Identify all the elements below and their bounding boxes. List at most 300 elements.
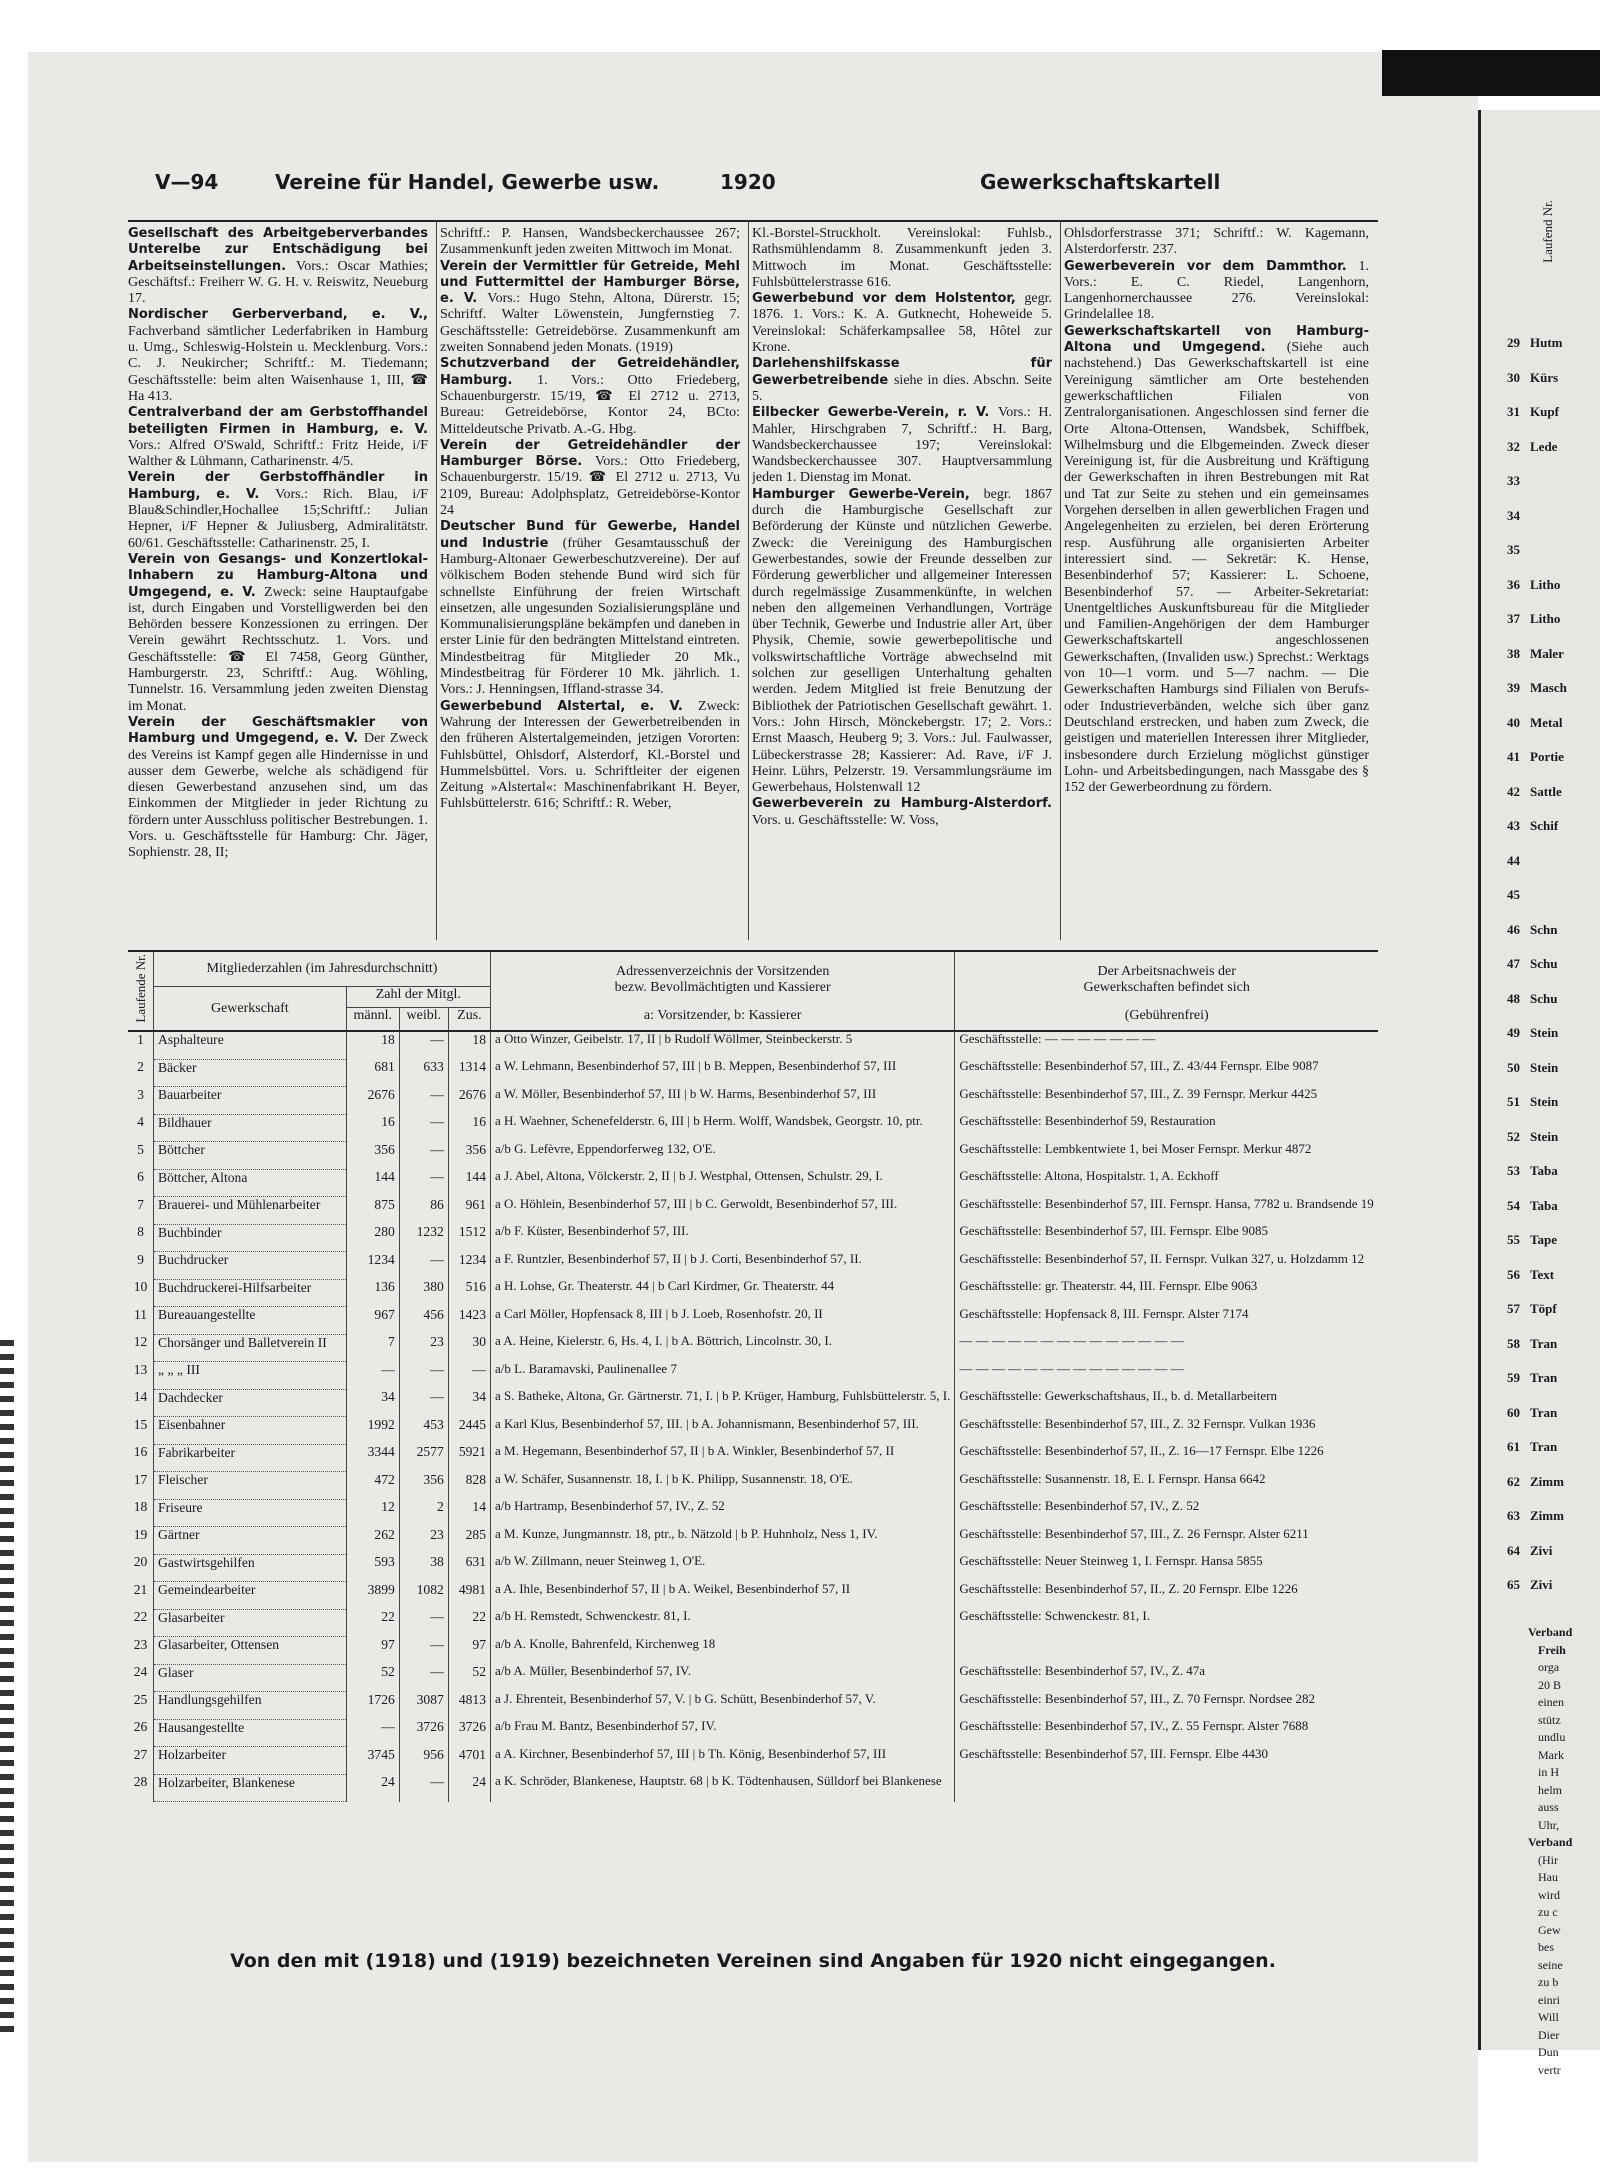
count-total: 4813 bbox=[448, 1692, 490, 1720]
count-female: 1232 bbox=[399, 1224, 448, 1252]
right-row-number: 34 bbox=[1507, 507, 1520, 523]
directory-entry bbox=[1064, 226, 1369, 259]
entry-title: Verein von Gesangs- und Konzertlokal-Inhabern zu Hamburg-Altona und Umgegend, e. V. bbox=[128, 551, 428, 600]
count-male: 280 bbox=[346, 1224, 399, 1252]
entry-text: Schriftf.: P. Hansen, Wandsbeckerchaussee 267; Zusammenkunft jeden zweiten Mittwoch im Monat. bbox=[440, 226, 740, 258]
office-cell: Geschäftsstelle: Besenbinderhof 57, III., Z. 32 Fernspr. Vulkan 1936 bbox=[955, 1417, 1378, 1445]
right-row-number: 59 bbox=[1507, 1370, 1520, 1385]
union-name: Buchdrucker bbox=[154, 1252, 347, 1280]
row-number: 27 bbox=[133, 1746, 148, 1762]
row-number: 1 bbox=[137, 1032, 144, 1047]
table-row bbox=[128, 1472, 1378, 1500]
count-female: — bbox=[399, 1774, 448, 1802]
count-female: 38 bbox=[399, 1554, 448, 1582]
right-row-word: Stein bbox=[1530, 1059, 1559, 1075]
entry-title: Gewerbebund Alstertal, e. V. bbox=[440, 698, 699, 714]
count-male: 16 bbox=[346, 1114, 399, 1142]
right-row-number: 60 bbox=[1507, 1404, 1520, 1420]
count-male: 356 bbox=[346, 1142, 399, 1170]
col-header-nr: Laufende Nr. bbox=[132, 954, 148, 1023]
table-row bbox=[128, 1197, 1378, 1225]
right-page-fragment-text: undlu bbox=[1538, 1730, 1566, 1744]
entry-text: (früher Gesamtausschuß der Hamburg-Altonaer Gewerbeschutzvereine). Der auf völkischem Boden stehende Bund wird sich für schnellste Einführung der freien Wirtschaft einsetzen, alle ungesunden Sozialisierungspläne und Kommunalisierungspläne bekämpfen und daneben in erster Linie für den bedrängten Mittelstand eintreten. Mindestbeitrag für Mitglieder 20 Mk., Mindestbeitrag für Förderer 10 Mk. jährlich. 1. Vors.: J. Henningsen, Iffland-strasse 34. bbox=[440, 535, 740, 698]
office-cell: Geschäftsstelle: Susannenstr. 18, E. I. Fernspr. Hansa 6642 bbox=[955, 1472, 1378, 1500]
union-name: Holzarbeiter bbox=[154, 1747, 347, 1775]
row-number: 17 bbox=[133, 1471, 148, 1487]
right-page-fragment-text: vertr bbox=[1538, 2062, 1561, 2077]
entry-title: Deutscher Bund für Gewerbe, Handel und Industrie bbox=[440, 519, 740, 551]
right-row-number: 46 bbox=[1507, 921, 1520, 937]
count-female: — bbox=[399, 1087, 448, 1115]
right-row-word: Zivi bbox=[1530, 1542, 1553, 1558]
count-male: 2676 bbox=[346, 1087, 399, 1115]
table-row bbox=[128, 1499, 1378, 1527]
entry-text: Vors.: Oscar Mathies; Geschäftsf.: Freiherr W. G. H. v. Reiswitz, Neueburg 17. bbox=[128, 258, 428, 307]
table-row bbox=[128, 1307, 1378, 1335]
office-cell: Geschäftsstelle: Lembkentwiete 1, bei Moser Fernspr. Merkur 4872 bbox=[955, 1142, 1378, 1170]
row-number: 18 bbox=[133, 1499, 148, 1514]
right-page-fragment-text: Dier bbox=[1538, 2027, 1560, 2042]
row-number: 23 bbox=[133, 1636, 148, 1652]
office-cell: Geschäftsstelle: Besenbinderhof 57, II., Z. 16—17 Fernspr. Elbe 1226 bbox=[955, 1444, 1378, 1472]
directory-entry bbox=[128, 715, 428, 862]
directory-entry bbox=[440, 259, 740, 357]
row-number: 5 bbox=[137, 1141, 144, 1157]
entry-text: begr. 1867 durch die Hamburgische Gesellschaft zur Beförderung der Künste und nützlichen Gewerbe. Zweck: die Vereinigung des Hamburgischen Gewerbestandes, sowie der Freunde desselben zur Förderung gewerblicher und allgemeiner Interessen durch regelmässige Zusammenkünfte, in welchen neben den allgemeinen Verhandlungen, Vorträge über Technik, Gewerbe und Industrie aller Art, über Physik, Chemie, sowie gewerbepolitische und volkswirtschaftliche Vorträge abwechselnd mit solchen zur geselligen Unterhaltung gehalten werden. Jedem Mitglied ist freie Benutzung der Bibliothek der Patriotischen Gesellschaft gewährt. 1. Vors.: John Hirsch, Mönckebergstr. 17; 2. Vors.: Ernst Maasch, Heuberg 9; 3. Vors.: Jul. Faulwasser, Lübeckerstrasse 28; Kassierer: Ad. Rave, i/F J. Heinr. Lührs, Pelzerstr. 19. Versammlungsräume im Gewerbehaus, Holstenwall 12 bbox=[752, 486, 1052, 796]
count-total: 24 bbox=[448, 1774, 490, 1802]
col-header-adressen: Adressenverzeichnis der Vorsitzenden bezw. Bevollmächtigten und Kassierer bbox=[491, 951, 955, 1008]
count-male: — bbox=[346, 1719, 399, 1747]
count-male: — bbox=[346, 1362, 399, 1390]
count-female: — bbox=[399, 1637, 448, 1665]
directory-entry bbox=[128, 226, 428, 307]
right-row-word: Metal bbox=[1530, 714, 1563, 730]
right-page-fragment-text: einri bbox=[1538, 1992, 1560, 2007]
count-total: 1314 bbox=[448, 1059, 490, 1087]
row-number: 4 bbox=[137, 1114, 144, 1129]
column-4 bbox=[1064, 226, 1369, 941]
count-total: 516 bbox=[448, 1279, 490, 1307]
count-total: 16 bbox=[448, 1114, 490, 1142]
address-cell: a/b Frau M. Bantz, Besenbinderhof 57, IV. bbox=[491, 1719, 955, 1747]
address-cell: a/b W. Zillmann, neuer Steinweg 1, O'E. bbox=[491, 1554, 955, 1582]
address-cell: a H. Lohse, Gr. Theaterstr. 44 | b Carl Kirdmer, Gr. Theaterstr. 44 bbox=[491, 1279, 955, 1307]
col-header-ab: a: Vorsitzender, b: Kassierer bbox=[491, 1008, 955, 1032]
row-number: 11 bbox=[133, 1306, 148, 1322]
row-number: 9 bbox=[137, 1251, 144, 1267]
right-row-number: 42 bbox=[1507, 783, 1520, 799]
entry-text: Fachverband sämtlicher Lederfabriken in Hamburg u. Umg., Schleswig-Holstein u. Mecklenburg. Vors.: C. J. Neukircher; Schriftf.: M. Tiedemann; Geschäftsstelle: beim alten Waisenhause 1, III, ☎ Ha 413. bbox=[128, 323, 428, 404]
row-number: 6 bbox=[137, 1169, 144, 1184]
right-row-number: 55 bbox=[1507, 1232, 1520, 1247]
directory-entry bbox=[752, 291, 1052, 356]
address-cell: a F. Runtzler, Besenbinderhof 57, II | b J. Corti, Besenbinderhof 57, II. bbox=[491, 1252, 955, 1280]
address-cell: a/b Hartramp, Besenbinderhof 57, IV., Z. 52 bbox=[491, 1499, 955, 1527]
row-number: 19 bbox=[133, 1526, 148, 1542]
union-name: Bureauangestellte bbox=[154, 1307, 347, 1335]
right-row-word: Text bbox=[1530, 1266, 1555, 1282]
count-total: 4701 bbox=[448, 1747, 490, 1775]
column-rule bbox=[748, 220, 749, 940]
right-page-fragment-text: (Hir bbox=[1538, 1852, 1558, 1867]
count-total: 961 bbox=[448, 1197, 490, 1225]
address-cell: a W. Lehmann, Besenbinderhof 57, III | b B. Meppen, Besenbinderhof 57, III bbox=[491, 1059, 955, 1087]
right-row-number: 39 bbox=[1507, 680, 1520, 695]
right-page-header: Laufend Nr. bbox=[1540, 200, 1555, 263]
right-row-number: 36 bbox=[1507, 576, 1520, 592]
count-total: 22 bbox=[448, 1609, 490, 1637]
count-female: — bbox=[399, 1142, 448, 1170]
count-total: — bbox=[448, 1362, 490, 1390]
count-female: 2 bbox=[399, 1499, 448, 1527]
count-female: 456 bbox=[399, 1307, 448, 1335]
right-row-number: 41 bbox=[1507, 749, 1520, 764]
col-header-zus: Zus. bbox=[448, 1008, 490, 1032]
union-name: Gemeindearbeiter bbox=[154, 1582, 347, 1610]
directory-entry bbox=[440, 438, 740, 519]
row-number: 26 bbox=[133, 1719, 148, 1734]
count-total: 4981 bbox=[448, 1582, 490, 1610]
right-row-word: Stein bbox=[1530, 1094, 1559, 1109]
count-male: 34 bbox=[346, 1389, 399, 1417]
entry-text: Vors.: Otto Friedeberg, Schauenburgerstr. 15/19. ☎ El 2712 u. 2713, Vu 2109, Bureau: Adolphsplatz, Getreidebörse-Kontor 24 bbox=[440, 454, 740, 519]
right-page-fragment-text: einen bbox=[1538, 1695, 1564, 1709]
col-header-zahl: Zahl der Mitgl. bbox=[346, 987, 490, 1008]
address-cell: a/b H. Remstedt, Schwenckestr. 81, I. bbox=[491, 1609, 955, 1637]
entry-text: Vors.: Hugo Stehn, Altona, Dürerstr. 15; Schriftf. Walter Löwenstein, Jungfernstieg 7. Geschäftsstelle: Getreidebörse. Zusammenkunft am zweiten Sonnabend jeden Monats. (1919) bbox=[440, 291, 740, 356]
entry-text: Kl.-Borstel-Struckholt. Vereinslokal: Fuhlsb., Rathsmühlendamm 8. Zusammenkunft jeden 3. Mittwoch im Monat. Geschäftsstelle: Fuhlsbüttelerstrasse 616. bbox=[752, 226, 1052, 290]
address-cell: a/b L. Baramavski, Paulinenallee 7 bbox=[491, 1362, 955, 1390]
right-row-word: Lede bbox=[1530, 438, 1558, 454]
address-cell: a M. Hegemann, Besenbinderhof 57, II | b A. Winkler, Besenbinderhof 57, II bbox=[491, 1444, 955, 1472]
entry-title: Gewerkschaftskartell von Hamburg-Altona und Umgegend. bbox=[1064, 323, 1369, 356]
right-row-number: 48 bbox=[1507, 990, 1520, 1006]
count-female: — bbox=[399, 1389, 448, 1417]
office-cell: Geschäftsstelle: Schwenckestr. 81, I. bbox=[955, 1609, 1378, 1637]
right-row-word: Tape bbox=[1530, 1232, 1557, 1247]
union-name: Glaser bbox=[154, 1664, 347, 1692]
col-header-gewerkschaft: Gewerkschaft bbox=[154, 987, 347, 1032]
entry-title: Centralverband der am Gerbstoffhandel beteiligten Firmen in Hamburg, e. V. bbox=[128, 405, 428, 437]
count-female: 23 bbox=[399, 1527, 448, 1555]
page-number: V—94 bbox=[155, 170, 219, 194]
right-row-number: 63 bbox=[1507, 1508, 1520, 1523]
column-2 bbox=[440, 226, 740, 941]
column-1 bbox=[128, 226, 428, 941]
right-row-number: 58 bbox=[1507, 1335, 1520, 1351]
column-3 bbox=[752, 226, 1052, 941]
right-row-word: Kürs bbox=[1530, 369, 1559, 385]
count-male: 472 bbox=[346, 1472, 399, 1500]
entry-title: Gewerbebund vor dem Holstentor, bbox=[752, 291, 1025, 307]
directory-entry bbox=[752, 487, 1052, 797]
right-row-word: Schif bbox=[1530, 818, 1559, 833]
count-male: 97 bbox=[346, 1637, 399, 1665]
count-male: 12 bbox=[346, 1499, 399, 1527]
entry-title: Gesellschaft des Arbeitgeberverbandes Unterelbe zur Entschädigung bei Arbeitseinstellungen. bbox=[128, 226, 428, 274]
table-row bbox=[128, 1527, 1378, 1555]
row-number: 24 bbox=[133, 1664, 148, 1679]
count-female: 23 bbox=[399, 1334, 448, 1362]
entry-text: siehe in dies. Abschn. Seite 5. bbox=[752, 372, 1052, 404]
address-cell: a/b G. Lefèvre, Eppendorferweg 132, O'E. bbox=[491, 1142, 955, 1170]
table-row bbox=[128, 1087, 1378, 1115]
union-name: Handlungsgehilfen bbox=[154, 1692, 347, 1720]
year: 1920 bbox=[720, 170, 776, 194]
count-total: 18 bbox=[448, 1031, 490, 1059]
entry-text: (Siehe auch nachstehend.) Das Gewerkschaftskartell ist eine Vereinigung sämtlicher am Orte bestehenden gewerkschaftlichen Filialen von Zentralorganisationen. Angeschlossen sind ferner die Orte Altona-Ottensen, Wandsbek, Schiffbek, Wilhelmsburg und die Elbgemeinden. Zweck dieser Vereinigung ist, für die Ausbreitung und Kräftigung der Gewerkschaften in ihren Bestrebungen mit Rat und Tat zur Seite zu stehen und ein gemeinsames Vorgehen derselben in allen gewerblichen Fragen und Angelegenheiten zu erzielen, bei deren Erörterung resp. Ausführung alle organisierten Arbeiter interessiert sind. — Sekretär: K. Hense, Besenbinderhof 57; Kassierer: L. Schoene, Besenbinderhof 57. — Arbeiter-Sekretariat: Unentgeltliches Auskunftsbureau für die Mitglieder und Familien-Angehörigen der dem Hamburger Gewerkschaftskartell angeschlossenen Gewerkschaften, (Invaliden usw.) Sprechst.: Werktags von 10—1 vorm. und 5—7 nachm. — Die Gewerkschaften Hamburgs sind Filialen von Berufs- oder Industrieverbänden, welche sich über ganz Deutschland erstrecken, und haben zum Zweck, die geistigen und materiellen Interessen ihrer Mitglieder, insbesondere durch Erzielung möglichst günstiger Lohn- und Arbeitsbedingungen, nach Massgabe des § 152 der Gewerbeordnung zu fördern. bbox=[1064, 340, 1369, 796]
union-name: Friseure bbox=[154, 1499, 347, 1527]
col-header-gebuehrenfrei: (Gebührenfrei) bbox=[955, 1008, 1378, 1032]
table-row bbox=[128, 1252, 1378, 1280]
union-name: Chorsänger und Balletverein II bbox=[154, 1334, 347, 1362]
directory-entry bbox=[440, 699, 740, 813]
table-row bbox=[128, 1059, 1378, 1087]
union-name: Fabrikarbeiter bbox=[154, 1444, 347, 1472]
row-number: 15 bbox=[133, 1416, 148, 1432]
union-name: Brauerei- und Mühlenarbeiter bbox=[154, 1197, 347, 1225]
address-cell: a S. Batheke, Altona, Gr. Gärtnerstr. 71, I. | b P. Krüger, Hamburg, Fuhlsbüttelerstr. 5, I. bbox=[491, 1389, 955, 1417]
union-name: Asphalteure bbox=[154, 1031, 347, 1059]
directory-entry bbox=[128, 470, 428, 551]
right-page-fragment-text: zu b bbox=[1538, 1975, 1559, 1989]
office-cell: — — — — — — — — — — — — — — bbox=[955, 1334, 1378, 1362]
right-page-fragment-text: Will bbox=[1538, 2010, 1559, 2024]
table-row bbox=[128, 1279, 1378, 1307]
count-total: 2676 bbox=[448, 1087, 490, 1115]
office-cell: Geschäftsstelle: Besenbinderhof 57, IV., Z. 52 bbox=[955, 1499, 1378, 1527]
address-cell: a Otto Winzer, Geibelstr. 17, II | b Rudolf Wöllmer, Steinbeckerstr. 5 bbox=[491, 1031, 955, 1059]
count-male: 7 bbox=[346, 1334, 399, 1362]
entry-text: Vors. u. Geschäftsstelle: W. Voss, bbox=[752, 812, 939, 828]
count-male: 52 bbox=[346, 1664, 399, 1692]
right-row-number: 49 bbox=[1507, 1025, 1520, 1040]
entry-title: Verein der Getreidehändler der Hamburger Börse. bbox=[440, 437, 740, 470]
count-total: 1423 bbox=[448, 1307, 490, 1335]
count-female: 1082 bbox=[399, 1582, 448, 1610]
right-row-number: 52 bbox=[1507, 1128, 1520, 1144]
right-page-fragment-text: in H bbox=[1538, 1765, 1559, 1779]
right-row-word: Portie bbox=[1530, 749, 1564, 764]
count-total: 30 bbox=[448, 1334, 490, 1362]
table-row bbox=[128, 1389, 1378, 1417]
table-row bbox=[128, 1637, 1378, 1665]
office-cell: Geschäftsstelle: Besenbinderhof 57, III., Z. 39 Fernspr. Merkur 4425 bbox=[955, 1087, 1378, 1115]
entry-text: Vors.: Rich. Blau, i/F Blau&Schindler,Hochallee 15;Schriftf.: Julian Hepner, i/F Hepner & Juliusberg, Admiralitätstr. 60/61. Geschäftsstelle: Catharinenstr. 25, I. bbox=[128, 486, 428, 551]
union-name: Buchbinder bbox=[154, 1224, 347, 1252]
union-name: Fleischer bbox=[154, 1472, 347, 1500]
right-page-fragment-text: 20 B bbox=[1538, 1677, 1562, 1692]
right-row-word: Maler bbox=[1530, 645, 1564, 661]
office-cell: Geschäftsstelle: — — — — — — — bbox=[955, 1031, 1378, 1059]
right-page-fragment-text: Hau bbox=[1538, 1870, 1558, 1884]
union-name: Böttcher bbox=[154, 1142, 347, 1170]
right-row-word: Tran bbox=[1530, 1370, 1558, 1385]
right-page-fragment-text: Verband bbox=[1528, 1835, 1573, 1849]
count-male: 593 bbox=[346, 1554, 399, 1582]
address-cell: a K. Schröder, Blankenese, Hauptstr. 68 | b K. Tödtenhausen, Sülldorf bei Blankenese bbox=[491, 1774, 955, 1802]
count-male: 1726 bbox=[346, 1692, 399, 1720]
count-total: 356 bbox=[448, 1142, 490, 1170]
office-cell: Geschäftsstelle: gr. Theaterstr. 44, III. Fernspr. Elbe 9063 bbox=[955, 1279, 1378, 1307]
footer-note: Von den mit (1918) und (1919) bezeichneten Vereinen sind Angaben für 1920 nicht eingegangen. bbox=[230, 1950, 1276, 1972]
count-female: — bbox=[399, 1114, 448, 1142]
count-male: 1234 bbox=[346, 1252, 399, 1280]
right-row-number: 45 bbox=[1507, 887, 1520, 902]
office-cell bbox=[955, 1774, 1378, 1802]
directory-entry bbox=[1064, 259, 1369, 324]
right-row-number: 65 bbox=[1507, 1577, 1520, 1592]
row-number: 10 bbox=[133, 1279, 148, 1294]
union-name: Holzarbeiter, Blankenese bbox=[154, 1774, 347, 1802]
right-page-fragment-text: Verband bbox=[1528, 1625, 1573, 1639]
right-page-fragment-text: Mark bbox=[1538, 1747, 1564, 1762]
count-female: 86 bbox=[399, 1197, 448, 1225]
entry-title: Darlehenshilfskasse für Gewerbetreibende bbox=[752, 356, 1052, 388]
union-name: Gärtner bbox=[154, 1527, 347, 1555]
entry-title: Hamburger Gewerbe-Verein, bbox=[752, 486, 984, 502]
office-cell: Geschäftsstelle: Besenbinderhof 57, II. Fernspr. Vulkan 327, u. Holzdamm 12 bbox=[955, 1252, 1378, 1280]
count-total: 285 bbox=[448, 1527, 490, 1555]
right-row-word: Litho bbox=[1530, 611, 1561, 626]
running-header bbox=[155, 170, 1270, 200]
right-row-word: Tran bbox=[1530, 1335, 1558, 1351]
right-row-number: 64 bbox=[1507, 1542, 1520, 1558]
count-male: 3899 bbox=[346, 1582, 399, 1610]
directory-entry bbox=[1064, 324, 1369, 797]
address-cell: a A. Ihle, Besenbinderhof 57, II | b A. Weikel, Besenbinderhof 57, II bbox=[491, 1582, 955, 1610]
count-total: 1512 bbox=[448, 1224, 490, 1252]
right-row-number: 37 bbox=[1507, 611, 1520, 626]
count-male: 24 bbox=[346, 1774, 399, 1802]
count-female: 956 bbox=[399, 1747, 448, 1775]
count-male: 22 bbox=[346, 1609, 399, 1637]
union-name: „ „ „ III bbox=[154, 1362, 347, 1390]
count-male: 3745 bbox=[346, 1747, 399, 1775]
right-row-word: Töpf bbox=[1530, 1301, 1557, 1316]
directory-entry bbox=[752, 356, 1052, 405]
count-total: 3726 bbox=[448, 1719, 490, 1747]
row-number: 14 bbox=[133, 1389, 148, 1404]
table-row bbox=[128, 1582, 1378, 1610]
table-row bbox=[128, 1719, 1378, 1747]
row-number: 3 bbox=[137, 1086, 144, 1102]
address-cell: a A. Heine, Kielerstr. 6, Hs. 4, I. | b A. Böttrich, Lincolnstr. 30, I. bbox=[491, 1334, 955, 1362]
right-row-word: Zimm bbox=[1530, 1473, 1564, 1489]
count-female: 633 bbox=[399, 1059, 448, 1087]
right-page-fragment-text: helm bbox=[1538, 1782, 1562, 1797]
directory-entry bbox=[128, 307, 428, 405]
address-cell: a M. Kunze, Jungmannstr. 18, ptr., b. Nätzold | b P. Huhnholz, Ness 1, IV. bbox=[491, 1527, 955, 1555]
office-cell: Geschäftsstelle: Besenbinderhof 57, IV., Z. 47a bbox=[955, 1664, 1378, 1692]
right-row-word: Zimm bbox=[1530, 1508, 1564, 1523]
entry-title: Nordischer Gerberverband, e. V., bbox=[128, 307, 428, 323]
row-number: 20 bbox=[133, 1554, 148, 1569]
right-row-number: 40 bbox=[1507, 714, 1520, 730]
row-number: 13 bbox=[133, 1361, 148, 1377]
right-page-fragment-text: Uhr, bbox=[1538, 1817, 1560, 1832]
entry-text: Vors.: H. Mahler, Hirschgraben 7, Schriftf.: H. Barg, Wandsbeckerchaussee 197; Vereinslokal: Wandsbeckerchaussee 307. Hauptversammlung jeden 1. Dienstag im Monat. bbox=[752, 405, 1052, 486]
table-body bbox=[128, 1031, 1378, 1802]
office-cell: Geschäftsstelle: Besenbinderhof 57, IV., Z. 55 Fernspr. Alster 7688 bbox=[955, 1719, 1378, 1747]
entry-title: Verein der Gerbstoffhändler in Hamburg, e. V. bbox=[128, 470, 428, 502]
col-header-arbeitsnachweis: Der Arbeitsnachweis der Gewerkschaften befindet sich bbox=[955, 951, 1378, 1008]
count-female: — bbox=[399, 1664, 448, 1692]
count-male: 1992 bbox=[346, 1417, 399, 1445]
row-number: 28 bbox=[133, 1774, 148, 1789]
right-row-number: 29 bbox=[1507, 335, 1520, 350]
entry-title: Gewerbeverein vor dem Dammthor. bbox=[1064, 258, 1359, 274]
row-number: 12 bbox=[133, 1334, 148, 1349]
directory-entry bbox=[440, 226, 740, 259]
union-name: Glasarbeiter bbox=[154, 1609, 347, 1637]
office-cell: Geschäftsstelle: Besenbinderhof 57, III., Z. 26 Fernspr. Alster 6211 bbox=[955, 1527, 1378, 1555]
address-cell: a J. Ehrenteit, Besenbinderhof 57, V. | b G. Schütt, Besenbinderhof 57, V. bbox=[491, 1692, 955, 1720]
right-page-fragment-text: Dun bbox=[1538, 2045, 1559, 2059]
count-female: — bbox=[399, 1169, 448, 1197]
count-total: 5921 bbox=[448, 1444, 490, 1472]
right-row-word: Schu bbox=[1530, 990, 1558, 1006]
count-total: 34 bbox=[448, 1389, 490, 1417]
union-name: Bildhauer bbox=[154, 1114, 347, 1142]
table-row bbox=[128, 1142, 1378, 1170]
right-row-number: 47 bbox=[1507, 956, 1520, 971]
right-row-number: 33 bbox=[1507, 473, 1520, 488]
entry-title: Verein der Vermittler für Getreide, Mehl und Futtermittel der Hamburger Börse, e. V. bbox=[440, 258, 740, 307]
entry-title: Eilbecker Gewerbe-Verein, r. V. bbox=[752, 405, 998, 421]
right-row-word: Tran bbox=[1530, 1404, 1558, 1420]
count-total: 631 bbox=[448, 1554, 490, 1582]
count-male: 144 bbox=[346, 1169, 399, 1197]
right-row-word: Tran bbox=[1530, 1439, 1558, 1454]
row-number: 21 bbox=[133, 1581, 148, 1597]
row-number: 25 bbox=[133, 1691, 148, 1707]
right-row-number: 35 bbox=[1507, 542, 1520, 557]
right-row-number: 53 bbox=[1507, 1163, 1520, 1178]
right-page-fragment-text: bes bbox=[1538, 1940, 1554, 1954]
count-total: 1234 bbox=[448, 1252, 490, 1280]
table-row bbox=[128, 1362, 1378, 1390]
union-name: Glasarbeiter, Ottensen bbox=[154, 1637, 347, 1665]
right-page-fragment-text: Freih bbox=[1538, 1642, 1566, 1657]
scan-edge-dots bbox=[0, 1340, 14, 2040]
count-female: — bbox=[399, 1362, 448, 1390]
col-header-mitglieder: Mitgliederzahlen (im Jahresdurchschnitt) bbox=[154, 951, 491, 987]
row-number: 8 bbox=[137, 1224, 144, 1239]
directory-entry bbox=[440, 356, 740, 437]
right-row-word: Schn bbox=[1530, 921, 1558, 937]
count-total: 2445 bbox=[448, 1417, 490, 1445]
address-cell: a/b F. Küster, Besenbinderhof 57, III. bbox=[491, 1224, 955, 1252]
office-cell: Geschäftsstelle: Gewerkschaftshaus, II., b. d. Metallarbeitern bbox=[955, 1389, 1378, 1417]
address-cell: a Karl Klus, Besenbinderhof 57, III. | b A. Johannismann, Besenbinderhof 57, III. bbox=[491, 1417, 955, 1445]
right-row-number: 56 bbox=[1507, 1266, 1520, 1282]
table-row bbox=[128, 1169, 1378, 1197]
address-cell: a W. Schäfer, Susannenstr. 18, I. | b K. Philipp, Susannenstr. 18, O'E. bbox=[491, 1472, 955, 1500]
count-total: 97 bbox=[448, 1637, 490, 1665]
count-total: 14 bbox=[448, 1499, 490, 1527]
union-name: Eisenbahner bbox=[154, 1417, 347, 1445]
right-row-number: 50 bbox=[1507, 1059, 1520, 1075]
entry-title: Schutzverband der Getreidehändler, Hamburg. bbox=[440, 356, 740, 388]
entry-text: Ohlsdorferstrasse 371; Schriftf.: W. Kagemann, Alsterdorferstr. 237. bbox=[1064, 226, 1369, 258]
table-row bbox=[128, 1224, 1378, 1252]
union-name: Gastwirtsgehilfen bbox=[154, 1554, 347, 1582]
office-cell: Geschäftsstelle: Besenbinderhof 57, III., Z. 70 Fernspr. Nordsee 282 bbox=[955, 1692, 1378, 1720]
office-cell: Geschäftsstelle: Altona, Hospitalstr. 1, A. Eckhoff bbox=[955, 1169, 1378, 1197]
right-row-word: Hutm bbox=[1530, 335, 1563, 350]
union-name: Bäcker bbox=[154, 1059, 347, 1087]
